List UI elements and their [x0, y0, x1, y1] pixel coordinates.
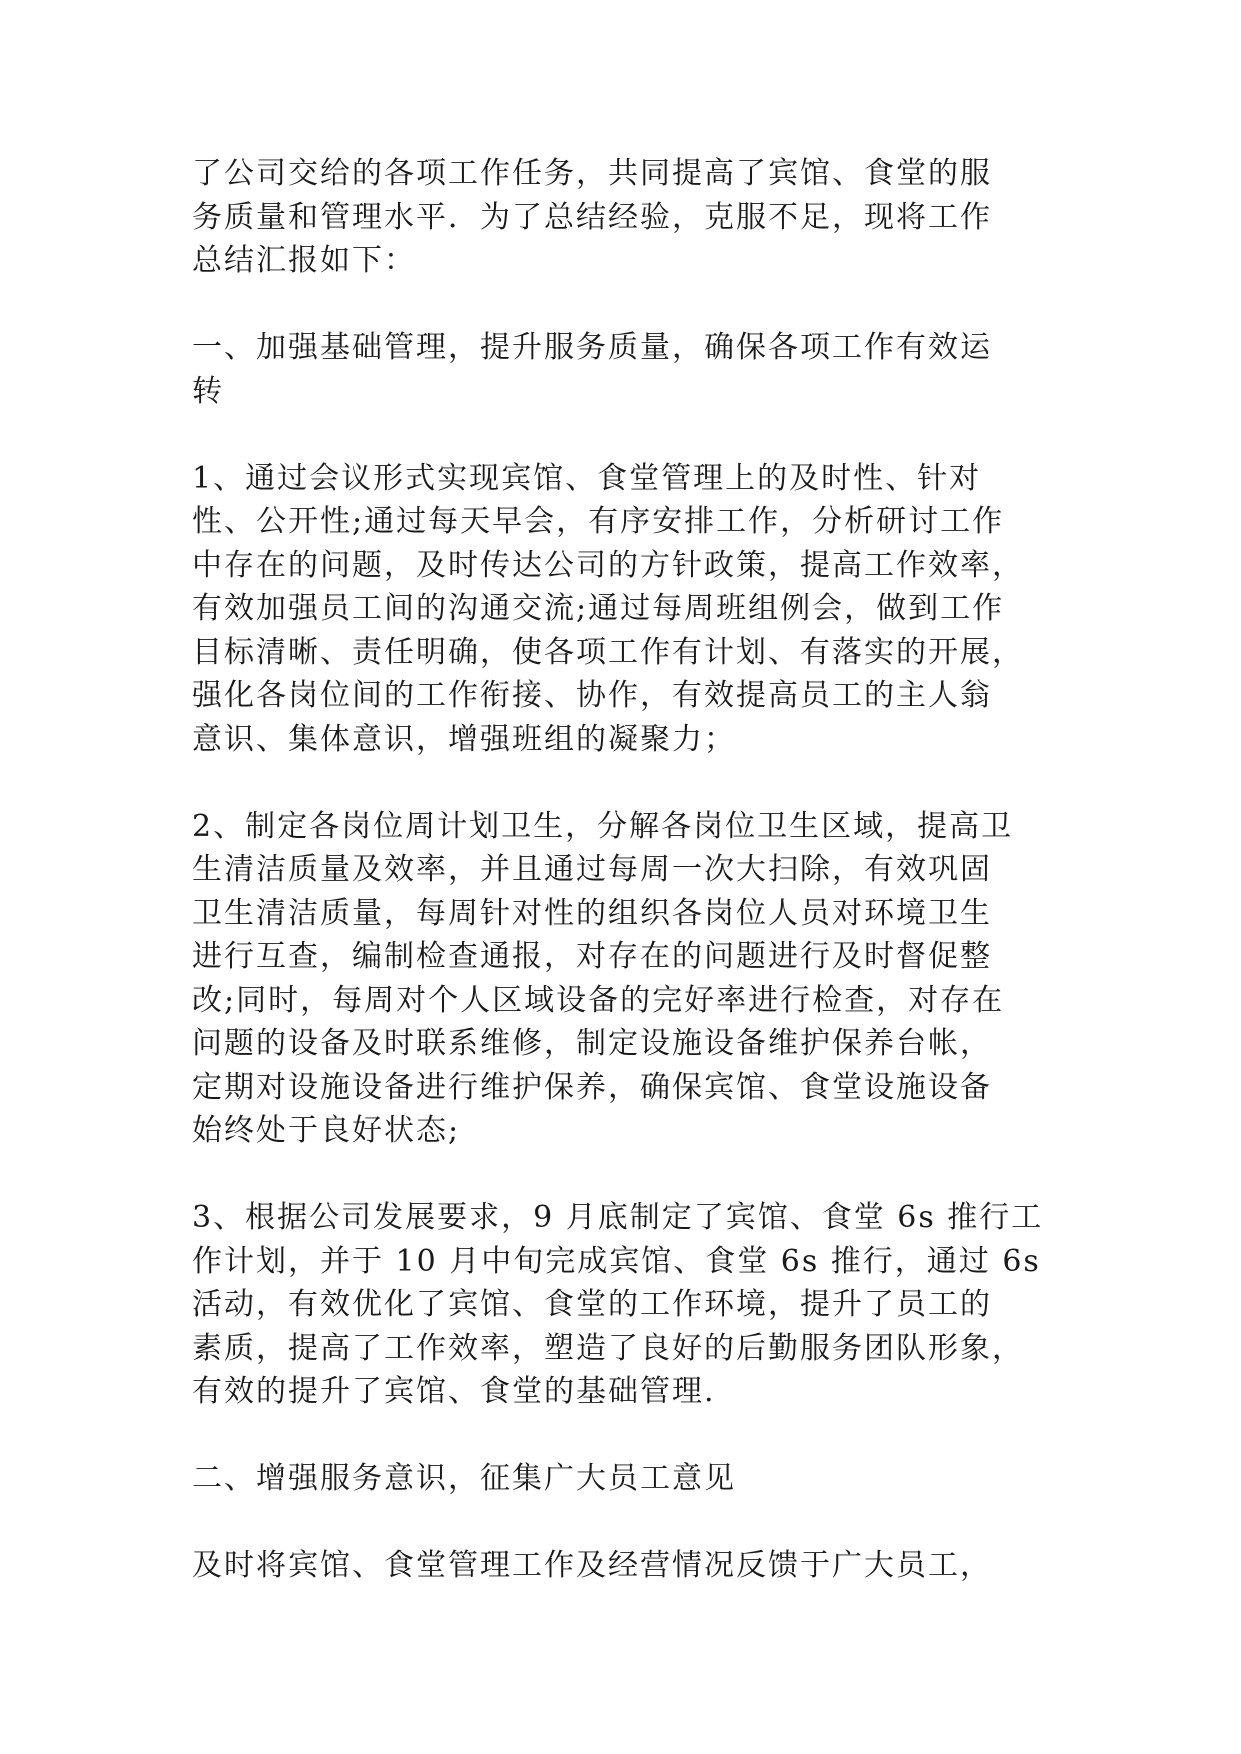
- text-line: 1、通过会议形式实现宾馆、食堂管理上的及时性、针对: [192, 460, 982, 496]
- text-line: 有效加强员工间的沟通交流;通过每周班组例会，做到工作: [192, 591, 1005, 626]
- paragraph-feedback: [192, 1544, 1072, 1588]
- text-line: 总结汇报如下：: [192, 243, 416, 278]
- text-line: 素质，提高了工作效率，塑造了良好的后勤服务团队形象，: [192, 1330, 1024, 1366]
- text-line: 改;同时，每周对个人区域设备的完好率进行检查，对存在: [192, 982, 1005, 1018]
- section-heading-2: [192, 1457, 1072, 1501]
- text-line: 及时将宾馆、食堂管理工作及经营情况反馈于广大员工，: [192, 1548, 992, 1583]
- text-line: 活动，有效优化了宾馆、食堂的工作环境，提升了员工的: [192, 1287, 992, 1322]
- text-line: 2、制定各岗位周计划卫生，分解各岗位卫生区域，提高卫: [192, 808, 1014, 844]
- text-line: 了公司交给的各项工作任务，共同提高了宾馆、食堂的服: [192, 156, 992, 191]
- text-line: 作计划，并于 10 月中旬完成宾馆、食堂 6s 推行，通过 6s: [192, 1243, 1041, 1279]
- text-line: 始终处于良好状态;: [192, 1113, 461, 1148]
- text-line: 3、根据公司发展要求，9 月底制定了宾馆、食堂 6s 推行工: [192, 1200, 1044, 1235]
- text-line: 意识、集体意识，增强班组的凝聚力；: [192, 721, 736, 757]
- paragraph-item-2: [192, 805, 1072, 1153]
- text-line: 性、公开性;通过每天早会，有序安排工作，分析研讨工作: [192, 504, 1005, 539]
- paragraph-item-1: [192, 457, 1072, 762]
- text-line: 中存在的问题，及时传达公司的方针政策，提高工作效率，: [192, 547, 1024, 583]
- document-body: [192, 152, 1072, 1588]
- text-line: 强化各岗位间的工作衔接、协作，有效提高员工的主人翁: [192, 678, 992, 713]
- section-heading-1: [192, 326, 1072, 413]
- text-line: 定期对设施设备进行维护保养，确保宾馆、食堂设施设备: [192, 1069, 992, 1105]
- text-line: 二、增强服务意识，征集广大员工意见: [192, 1461, 736, 1496]
- text-line: 目标清晰、责任明确，使各项工作有计划、有落实的开展，: [192, 634, 1024, 670]
- paragraph-intro: [192, 152, 1072, 283]
- text-line: 卫生清洁质量，每周针对性的组织各岗位人员对环境卫生: [192, 895, 992, 931]
- text-line: 有效的提升了宾馆、食堂的基础管理.: [192, 1374, 716, 1409]
- text-line: 问题的设备及时联系维修，制定设施设备维护保养台帐，: [192, 1026, 992, 1061]
- text-line: 一、加强基础管理，提升服务质量，确保各项工作有效运: [192, 330, 992, 365]
- text-line: 务质量和管理水平．为了总结经验，克服不足，现将工作: [192, 199, 992, 235]
- text-line: 生清洁质量及效率，并且通过每周一次大扫除，有效巩固: [192, 852, 992, 887]
- paragraph-item-3: [192, 1196, 1072, 1414]
- text-line: 转: [192, 373, 224, 409]
- text-line: 进行互查，编制检查通报，对存在的问题进行及时督促整: [192, 939, 992, 974]
